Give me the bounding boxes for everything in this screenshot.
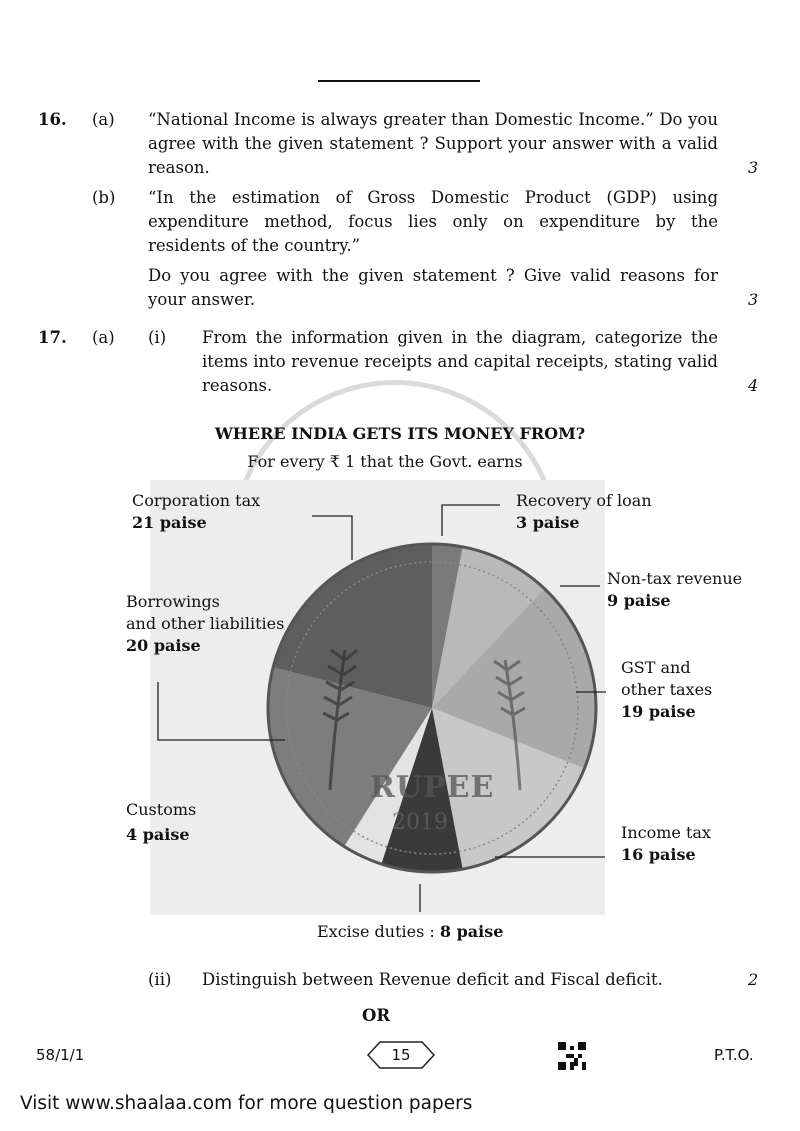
label-borrowings-line2: and other liabilities [126,614,285,633]
q16a-marks: 3 [748,158,759,177]
label-corporation-tax-name: Corporation tax [132,491,261,510]
label-customs [126,797,196,847]
q16a-text: “National Income is always greater than Domestic Income.” Do you agree with the given statement ? Support your answer with a valid reason. [148,110,718,177]
label-corporation-tax-value: 21 paise [132,513,207,532]
visit-shaalaa-link[interactable]: Visit www.shaalaa.com for more question papers [20,1093,473,1114]
q17ai-text: From the information given in the diagram, categorize the items into revenue receipts and capital receipts, stating valid reasons. [202,328,718,395]
label-excise-value: 8 paise [439,922,504,941]
q17ai-marks: 4 [748,376,759,395]
label-nontax-name: Non-tax revenue [607,569,743,588]
label-borrowings [126,591,284,657]
q16b-text2: Do you agree with the given statement ? Give valid reasons for your answer. [148,266,718,309]
label-income-name: Income tax [621,823,711,842]
q17aii-text: Distinguish between Revenue deficit and Fiscal deficit. [202,970,663,989]
label-corporation-tax [132,490,260,534]
q16a-label: (a) [92,110,115,129]
or-separator: OR [362,1006,391,1025]
label-recovery-name: Recovery of loan [516,491,652,510]
page-number: 15 [391,1046,411,1064]
label-customs-value: 4 paise [126,825,190,844]
top-rule [318,80,480,82]
q16-number: 16. [38,110,67,129]
label-recovery-of-loan [516,490,652,534]
label-income-tax [621,822,711,866]
q17a-label: (a) [92,328,115,347]
q17-number: 17. [38,328,67,347]
label-gst-line2: other taxes [621,680,713,699]
label-excise-name: Excise duties : [317,922,440,941]
q17aii-marks: 2 [748,970,759,989]
coin-text: RUPEE [370,770,495,805]
label-gst-value: 19 paise [621,702,696,721]
pto-label: P.T.O. [714,1046,754,1064]
label-recovery-value: 3 paise [516,513,580,532]
label-customs-name: Customs [126,800,197,819]
label-excise-duties [317,921,503,943]
label-non-tax-revenue [607,568,742,612]
q16b-marks: 3 [748,290,759,309]
label-borrowings-line1: Borrowings [126,592,220,611]
label-income-value: 16 paise [621,845,696,864]
qr-code-icon [558,1042,586,1070]
q16b-text1: “In the estimation of Gross Domestic Product (GDP) using expenditure method, focus lies only on expenditure by the residents of the country.” [148,188,718,255]
label-gst [621,657,712,723]
label-nontax-value: 9 paise [607,591,671,610]
label-borrowings-value: 20 paise [126,636,201,655]
label-gst-line1: GST and [621,658,691,677]
q17aii-label: (ii) [148,970,172,989]
coin-year: 2019 [392,810,448,835]
q17ai-label: (i) [148,328,167,347]
paper-code: 58/1/1 [36,1046,85,1064]
figure-subtitle: For every ₹ 1 that the Govt. earns [247,452,523,471]
figure-title: WHERE INDIA GETS ITS MONEY FROM? [214,424,586,443]
q16b-label: (b) [92,188,116,207]
